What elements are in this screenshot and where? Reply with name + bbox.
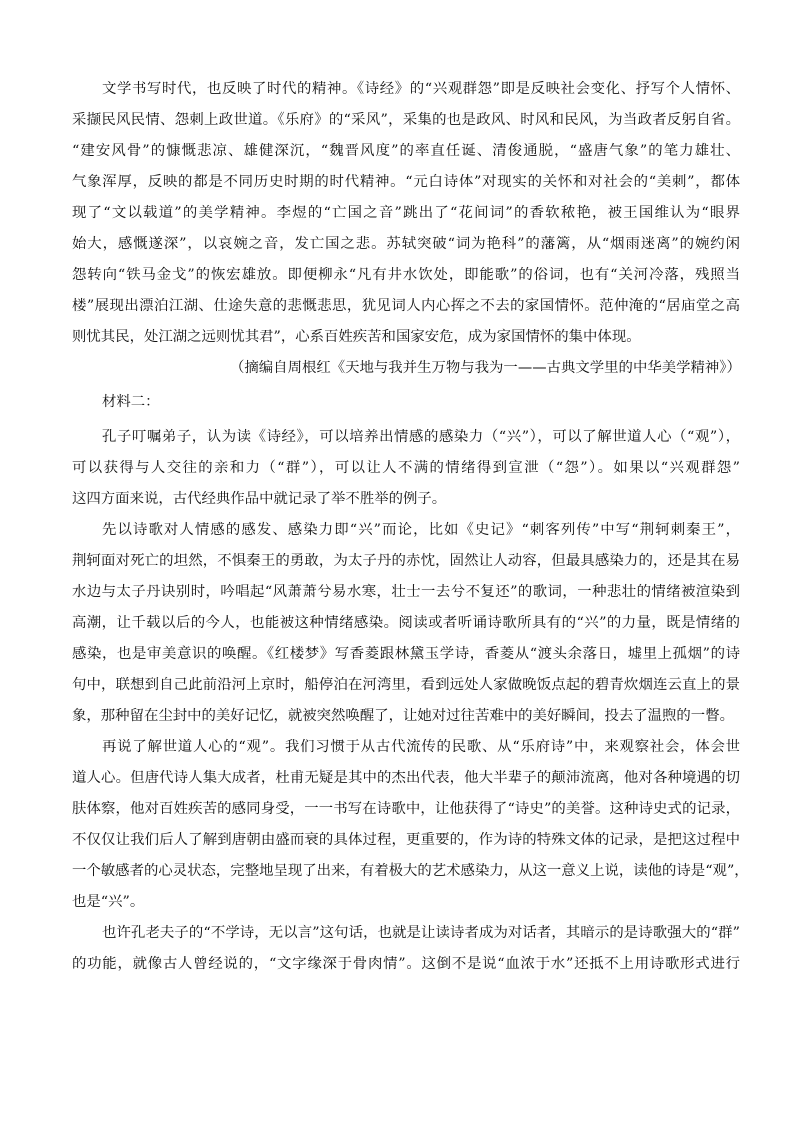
material2-line-12: 道人心。但唐代诗人集大成者，杜甫无疑是其中的杰出代表，他大半辈子的颠沛流离，他对各种境遇的切 <box>72 770 740 786</box>
material2-line-14: 不仅仅让我们后人了解到唐朝由盛而衰的具体过程，更重要的，作为诗的特殊文体的记录，是把这过程中 <box>72 832 740 848</box>
material1-line-1: 文学书写时代，也反映了时代的精神。《诗经》的“兴观群怨”即是反映社会变化、抒写个人情怀、 <box>102 81 740 97</box>
material2-line-10: 象，那种留在尘封中的美好记忆，就被突然唤醒了，让她对过往苦难中的美好瞬间，投去了温煦的一瞥。 <box>72 708 734 724</box>
material2-line-15: 一个敏感者的心灵状态，完整地呈现了出来，有着极大的艺术感染力，从这一意义上说，读他的诗是“观”， <box>72 863 749 879</box>
material2-line-5: 荆轲面对死亡的坦然，不惧秦王的勇敢，为太子丹的赤忱，固然让人动容，但最具感染力的，还是其在易 <box>72 553 740 569</box>
material2-line-1: 孔子叮嘱弟子，认为读《诗经》，可以培养出情感的感染力（“兴”），可以了解世道人心（“观”）， <box>102 429 740 445</box>
material1-line-8: 楼”展现出漂泊江湖、仕途失意的悲慨悲思，犹见词人内心挥之不去的家国情怀。范仲淹的“居庙堂之高 <box>72 298 740 314</box>
material1-line-3: “建安风骨”的慷慨悲凉、雄健深沉，“魏晋风度”的率直任诞、清俊通脱，“盛唐气象”的笔力雄壮、 <box>72 143 740 159</box>
material2-line-7: 高潮，让千载以后的今人，也能被这种情绪感染。阅读或者听诵诗歌所具有的“兴”的力量，既是情绪的 <box>72 615 740 631</box>
material2-heading: 材料二： <box>102 394 160 410</box>
material2-line-6: 水边与太子丹诀别时，吟唱起“风萧萧兮易水寒，壮士一去兮不复还”的歌词，一种悲壮的情绪被渲染到 <box>72 584 740 600</box>
material1-line-6: 始大，感慨遂深”，以哀婉之音，发亡国之悲。苏轼突破“词为艳科”的藩篱，从“烟雨迷离”的婉约闲 <box>72 236 740 252</box>
material1-line-4: 气象浑厚，反映的都是不同历史时期的时代精神。“元白诗体”对现实的关怀和对社会的“美刺”，都体 <box>72 174 740 190</box>
material1-line-5: 现了“文以载道”的美学精神。李煜的“亡国之音”跳出了“花间词”的香软秾艳，被王国维认为“眼界 <box>72 205 740 221</box>
material2-line-18: 的功能，就像古人曾经说的，“文字缘深于骨肉情”。这倒不是说“血浓于水”还抵不上用诗歌形式进行 <box>72 956 740 972</box>
material2-line-17: 也许孔老夫子的“不学诗，无以言”这句话，也就是让读诗者成为对话者，其暗示的是诗歌强大的“群” <box>102 925 740 941</box>
material2-line-9: 句中，联想到自己此前沿河上京时，船停泊在河湾里，看到远处人家做晚饭点起的碧青炊烟连云直上的景 <box>72 677 740 693</box>
material1-line-2: 采撷民风民情、怨刺上政世道。《乐府》的“采风”，采集的也是政风、时风和民风，为当政者反躬自省。 <box>72 112 740 128</box>
material2-line-13: 肤体察，他对百姓疾苦的感同身受，一一书写在诗歌中，让他获得了“诗史”的美誉。这种诗史式的记录， <box>72 801 740 817</box>
material1-line-7: 怨转向“铁马金戈”的恢宏雄放。即便柳永“凡有井水饮处，即能歌”的俗词，也有“关河冷落，残照当 <box>72 267 740 283</box>
material2-line-3: 这四方面来说，古代经典作品中就记录了举不胜举的例子。 <box>72 491 447 507</box>
material2-line-11: 再说了解世道人心的“观”。我们习惯于从古代流传的民歌、从“乐府诗”中，来观察社会，体会世 <box>102 739 740 755</box>
material2-line-2: 可以获得与人交往的亲和力（“群”），可以让人不满的情绪得到宣泄（“怨”）。如果以“兴观群怨” <box>72 460 740 476</box>
material2-line-16: 也是“兴”。 <box>72 894 145 910</box>
source-attribution: （摘编自周根红《天地与我并生万物与我为一——古典文学里的中华美学精神》） <box>230 360 741 376</box>
material2-line-4: 先以诗歌对人情感的感发、感染力即“兴”而论，比如《史记》“刺客列传”中写“荆轲刺秦王”， <box>102 522 740 538</box>
material1-line-9: 则忧其民，处江湖之远则忧其君”，心系百姓疾苦和国家安危，成为家国情怀的集中体现。 <box>72 329 641 345</box>
material2-line-8: 感染，也是审美意识的唤醒。《红楼梦》写香菱跟林黛玉学诗，香菱从“渡头余落日，墟里上孤烟”的诗 <box>72 646 740 662</box>
